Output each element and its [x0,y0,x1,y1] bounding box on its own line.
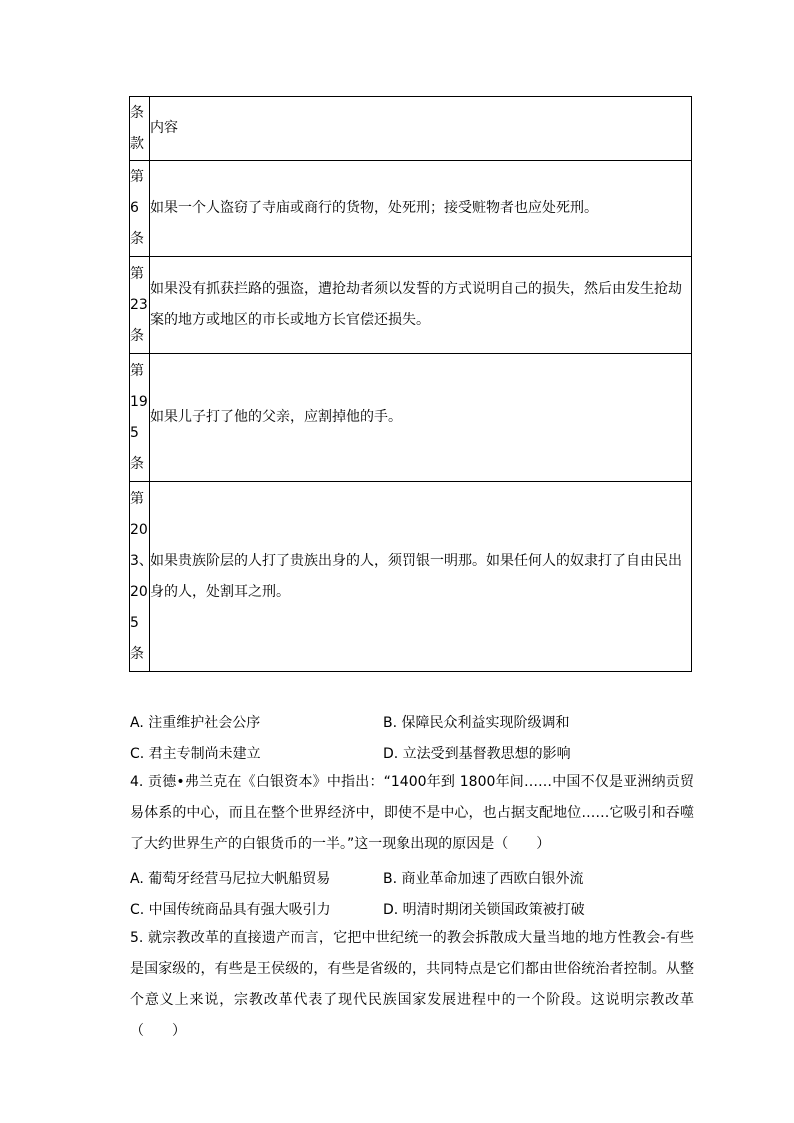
option-d: D. 明清时期闭关锁国政策被打破 [383,902,585,918]
article-content-cell: 如果没有抓获拦路的强盗，遭抢劫者须以发誓的方式说明自己的损失，然后由发生抢劫案的地方或地区的市长或地方长官偿还损失。 [150,257,692,354]
article-num-cell: 第195条 [130,354,150,482]
article-num-cell: 第23条 [130,257,150,354]
option-d: D. 立法受到基督教思想的影响 [383,746,571,762]
article-num-cell: 第203、205条 [130,482,150,672]
option-b: B. 保障民众利益实现阶级调和 [383,715,570,731]
table-header-row [130,97,692,161]
question-4-stem: 4. 贡德•弗兰克在《白银资本》中指出：“1400年到 1800年间……中国不仅是亚洲纳贡贸易体系的中心，而且在整个世界经济中，即使不是中心，也占据支配地位……它吸引和吞噬了大约世界生产的白银货币的一半。”这一现象出现的原因是（ ） [130,774,694,852]
table-row [130,354,692,482]
article-content-cell: 如果一个人盗窃了寺庙或商行的货物，处死刑；接受赃物者也应处死刑。 [150,161,692,257]
question-4 [130,767,694,860]
option-a: A. 注重维护社会公序 [130,715,261,731]
article-content-cell: 如果儿子打了他的父亲，应割掉他的手。 [150,354,692,482]
question-5-stem: 5. 就宗教改革的直接遗产而言，它把中世纪统一的教会拆散成大量当地的地方性教会-有些是国家级的，有些是王侯级的，有些是省级的，共同特点是它们都由世俗统治者控制。从整个意义上来说，宗教改革代表了现代民族国家发展进程中的一个阶段。这说明宗教改革（ ） [130,930,694,1039]
law-articles-table [129,96,692,672]
option-c: C. 君主专制尚未建立 [130,746,261,762]
header-content-cell: 内容 [150,97,692,161]
article-content-cell: 如果贵族阶层的人打了贵族出身的人，须罚银一明那。如果任何人的奴隶打了自由民出身的人，处割耳之刑。 [150,482,692,672]
article-num-cell: 第6条 [130,161,150,257]
table-row [130,161,692,257]
table-row [130,257,692,354]
option-c: C. 中国传统商品具有强大吸引力 [130,902,331,918]
question-5 [130,923,694,1047]
option-a: A. 葡萄牙经营马尼拉大帆船贸易 [130,871,331,887]
option-b: B. 商业革命加速了西欧白银外流 [383,871,584,887]
table-row [130,482,692,672]
header-num-cell: 条款 [130,97,150,161]
